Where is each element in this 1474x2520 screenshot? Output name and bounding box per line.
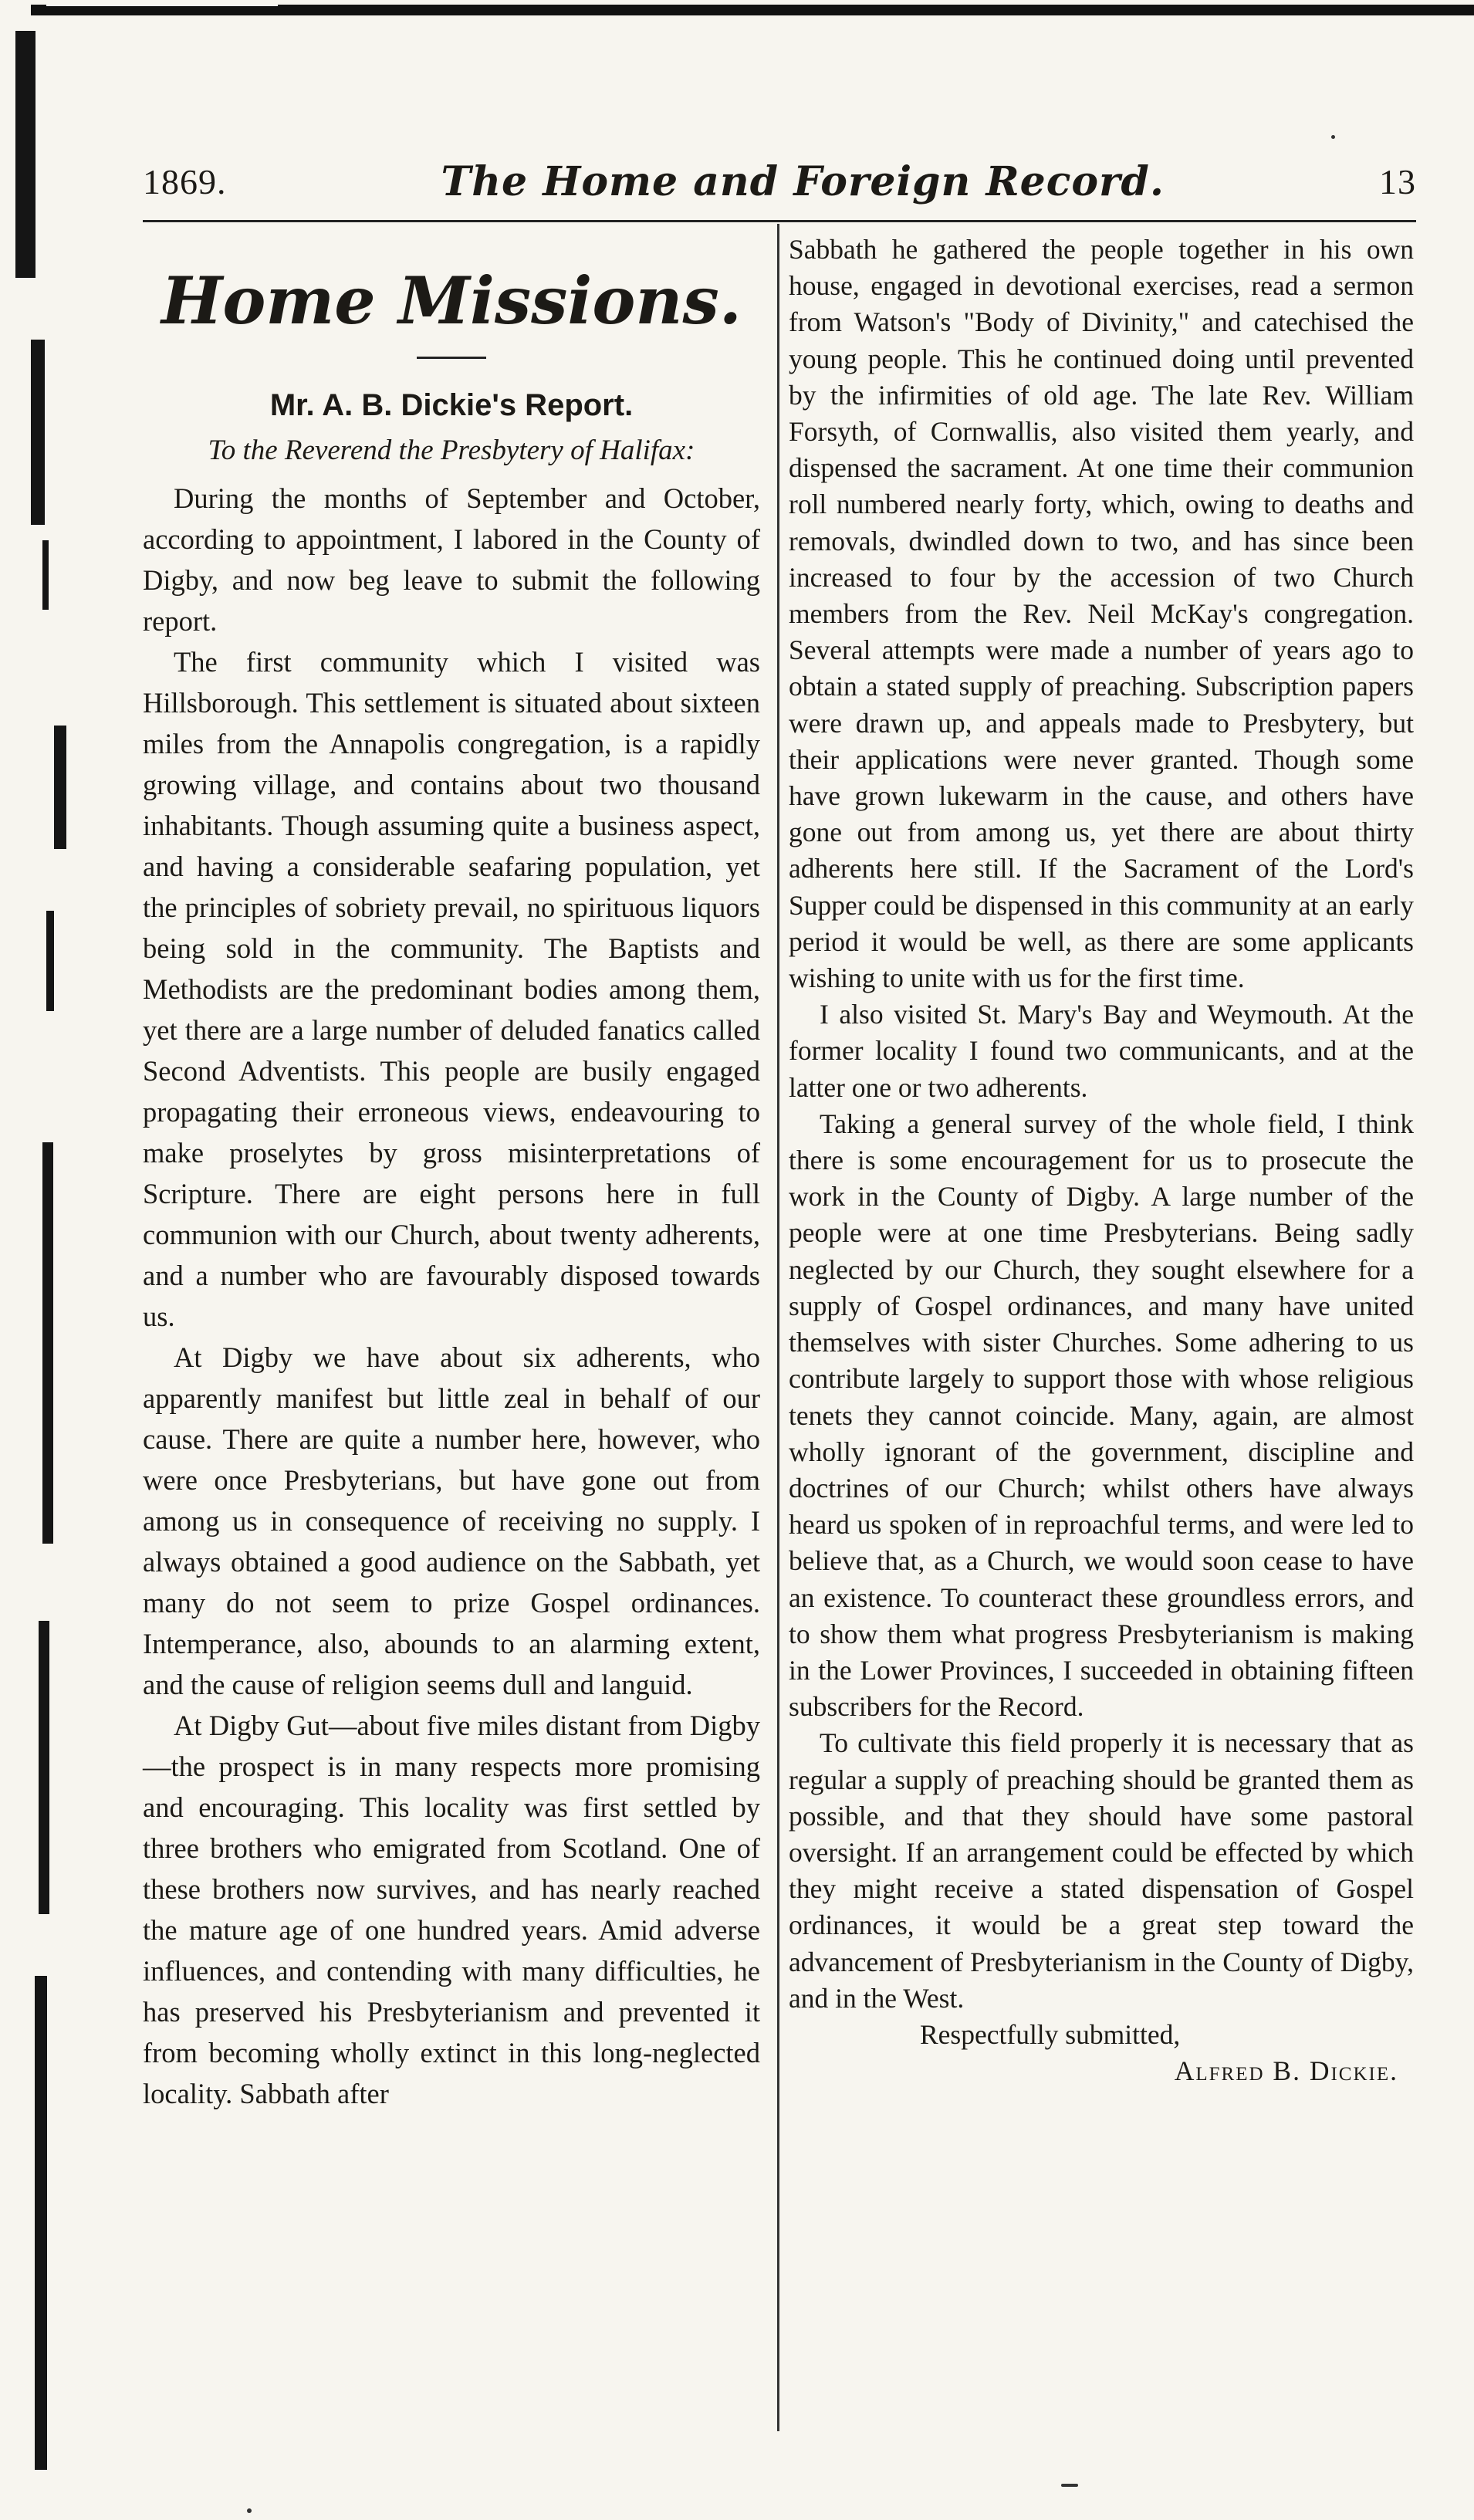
paragraph: To cultivate this field properly it is necessary that as regular a supply of preaching should be granted them as possible, and that they should have some pastoral oversight. If an arrangement could be effected by which they might receive a stated dispensation of Gospel ordinances, it would be a great step toward the advancement of Presbyterianism in the County of Digby, and in the West.	[789, 1727, 1414, 2014]
paragraph: At Digby we have about six adherents, who apparently manifest but little zeal in behalf of our cause. There are quite a number here, however, who were once Presbyterians, but have gone out from among us in consequence of receiving no supply. I always obtained a good audience on the Sabbath, yet many do not seem to prize Gospel ordinances. Intemperance, also, abounds to an alarming extent, and the cause of religion seems dull and languid.	[143, 1341, 760, 1700]
spine-shadow	[39, 1621, 49, 1914]
title-rule	[417, 357, 486, 359]
paragraph: I also visited St. Mary's Bay and Weymouth. At the former locality I found two communicants, and at the latter one or two adherents.	[789, 999, 1414, 1103]
running-header	[143, 154, 1416, 208]
top-border-gap	[46, 0, 278, 6]
spine-shadow	[35, 1976, 47, 2470]
header-rule	[143, 220, 1416, 222]
paragraph: The first community which I visited was Hillsborough. This settlement is situated about sixteen miles from the Annapolis congregation, is a rapidly growing village, and contains about two thousand inhabitants. Though assuming quite a business aspect, and having a considerable seafaring population, yet the principles of sobriety prevail, no spirituous liquors being sold in the community. The Baptists and Methodists are the predominant bodies among them, yet there are a large number of deluded fanatics called Second Adventists. This people are busily engaged propagating their erroneous views, endeavouring to make proselytes by gross misinterpretations of Scripture. There are eight persons here in full communion with our Church, about twenty adherents, and a number who are favourably disposed towards us.	[143, 646, 760, 1332]
page-number: 13	[1378, 161, 1416, 201]
spine-shadow	[15, 31, 35, 278]
print-speck	[247, 2508, 252, 2513]
print-speck	[1061, 2484, 1078, 2487]
report-address: To the Reverend the Presbytery of Halifax:	[208, 435, 695, 466]
paragraph: Sabbath he gathered the people together in his own house, engaged in devotional exercises, read a sermon from Watson's "Body of Divinity," and catechised the young people. This he continued doing until prevented by the infirmities of old age. The late Rev. William Forsyth, of Cornwallis, also visited them yearly, and dispensed the sacrament. At one time their communion roll numbered nearly forty, which, owing to deaths and removals, dwindled down to two, and has since been increased to four by the accession of two Church members from the Rev. Neil McKay's congregation. Several attempts were made a number of years ago to obtain a stated supply of preaching. Subscription papers were drawn up, and appeals made to Presbytery, but their applications were never granted. Though some have grown lukewarm in the cause, and others have gone out from among us, yet there are about thirty adherents here still. If the Sacrament of the Lord's Supper could be dispensed in this community at an early period it would be well, as there are some applicants wishing to unite with us for the first time.	[789, 234, 1414, 994]
right-column	[789, 232, 1414, 2089]
header-year: 1869.	[143, 161, 227, 201]
column-divider	[777, 224, 779, 2431]
left-column	[143, 232, 760, 2114]
spine-shadow	[31, 340, 45, 525]
closing-salutation: Respectfully submitted,	[920, 2018, 1181, 2050]
top-border-rule	[31, 5, 1474, 15]
spine-shadow	[46, 911, 54, 1011]
paragraph: During the months of September and October, according to appointment, I labored in the County of Digby, and now beg leave to submit the following report.	[143, 482, 760, 637]
spine-shadow	[42, 1142, 53, 1544]
print-speck	[1331, 135, 1335, 139]
header-journal-title: The Home and Foreign Record.	[441, 157, 1165, 205]
paragraph: Taking a general survey of the whole field, I think there is some encouragement for us to prosecute the work in the County of Digby. A large number of the people were at one time Presbyterians. Being sadly neglected by our Church, they sought elsewhere for a supply of Gospel ordinances, and many have united themselves with sister Churches. Some adhering to us contribute largely to support those with whose religious tenets they cannot coincide. Many, again, are almost wholly ignorant of the government, discipline and doctrines of our Church; whilst others have always heard us spoken of in reproachful terms, and were led to believe that, as a Church, we would soon cease to have an existence. To counteract these groundless errors, and to show them what progress Presbyterianism is making in the Lower Provinces, I succeeded in obtaining fifteen subscribers for the Record.	[789, 1108, 1414, 1723]
report-title: Mr. A. B. Dickie's Report.	[269, 388, 634, 422]
paragraph: At Digby Gut—about five miles distant from Digby—the prospect is in many respects more promising and encouraging. This locality was first settled by three brothers who emigrated from Scotland. One of these brothers now survives, and has nearly reached the mature age of one hundred years. Amid adverse influences, and contending with many difficulties, he has preserved his Presbyterianism and prevented it from becoming wholly extinct in this long-neglected locality. Sabbath after	[143, 1710, 760, 2109]
page-spine-edge	[0, 0, 54, 2520]
spine-shadow	[42, 540, 49, 610]
spine-shadow	[54, 726, 66, 849]
signature: Alfred B. Dickie.	[1174, 2055, 1398, 2087]
section-title: Home Missions.	[161, 262, 742, 339]
